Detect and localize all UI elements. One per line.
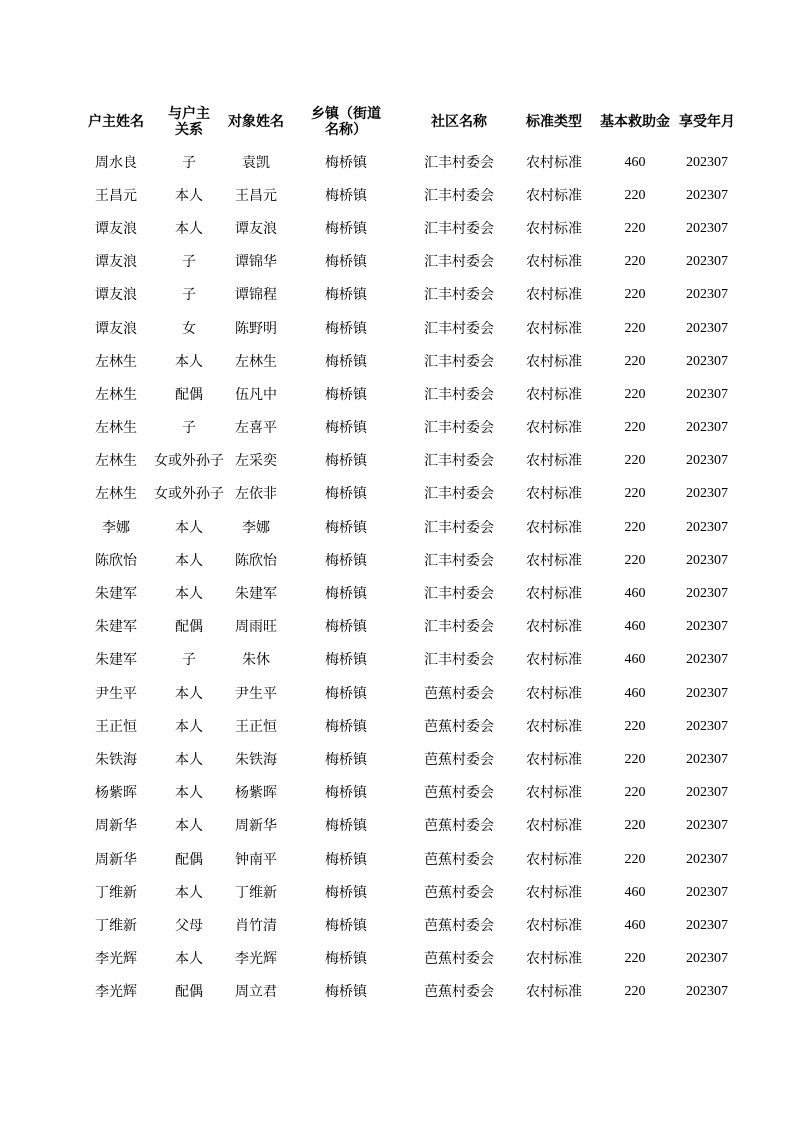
relationship-cell: 子 [182,652,196,669]
relationship-cell: 本人 [175,785,203,802]
standard-type-cell: 农村标准 [526,951,582,968]
table-row [78,279,738,312]
relationship-cell: 本人 [175,220,203,237]
standard-type-cell: 农村标准 [526,586,582,603]
standard-type-cell: 农村标准 [526,652,582,669]
header-township: 乡镇（街道名称） [311,106,381,138]
benefit-month-cell: 202307 [686,785,728,801]
standard-type-cell: 农村标准 [526,685,582,702]
community-cell: 汇丰村委会 [424,552,494,569]
standard-type-cell: 农村标准 [526,917,582,934]
basic-allowance-cell: 220 [624,254,646,270]
township-cell: 梅桥镇 [325,951,367,968]
relationship-cell: 本人 [175,718,203,735]
relationship-cell: 子 [182,154,196,171]
household-head-cell: 朱建军 [95,652,137,669]
community-cell: 芭蕉村委会 [424,851,494,868]
household-head-cell: 李光辉 [95,984,137,1001]
benefit-month-cell: 202307 [686,718,728,734]
recipient-name-cell: 周新华 [235,818,277,835]
recipient-name-cell: 左依非 [235,486,277,503]
community-cell: 汇丰村委会 [424,154,494,171]
relationship-cell: 父母 [175,917,203,934]
relationship-cell: 子 [182,254,196,271]
benefit-month-cell: 202307 [686,287,728,303]
recipient-name-cell: 左林生 [235,353,277,370]
township-cell: 梅桥镇 [325,320,367,337]
recipient-name-cell: 王昌元 [235,187,277,204]
basic-allowance-cell: 220 [624,353,646,369]
standard-type-cell: 农村标准 [526,818,582,835]
table-row [78,378,738,411]
household-head-cell: 左林生 [95,453,137,470]
basic-allowance-cell: 220 [624,951,646,967]
table-row [78,743,738,776]
benefit-month-cell: 202307 [686,619,728,635]
relationship-cell: 配偶 [175,619,203,636]
assistance-roster-table [78,98,738,1009]
basic-allowance-cell: 220 [624,984,646,1000]
standard-type-cell: 农村标准 [526,851,582,868]
basic-allowance-cell: 220 [624,220,646,236]
standard-type-cell: 农村标准 [526,453,582,470]
table-row [78,445,738,478]
relationship-cell: 本人 [175,818,203,835]
basic-allowance-cell: 220 [624,453,646,469]
community-cell: 芭蕉村委会 [424,917,494,934]
benefit-month-cell: 202307 [686,353,728,369]
basic-allowance-cell: 460 [624,652,646,668]
standard-type-cell: 农村标准 [526,254,582,271]
township-cell: 梅桥镇 [325,254,367,271]
benefit-month-cell: 202307 [686,320,728,336]
community-cell: 芭蕉村委会 [424,751,494,768]
table-row [78,810,738,843]
community-cell: 汇丰村委会 [424,220,494,237]
township-cell: 梅桥镇 [325,386,367,403]
basic-allowance-cell: 460 [624,917,646,933]
relationship-cell: 本人 [175,586,203,603]
community-cell: 汇丰村委会 [424,320,494,337]
recipient-name-cell: 陈欣怡 [235,552,277,569]
standard-type-cell: 农村标准 [526,519,582,536]
standard-type-cell: 农村标准 [526,287,582,304]
household-head-cell: 左林生 [95,353,137,370]
community-cell: 汇丰村委会 [424,287,494,304]
household-head-cell: 尹生平 [95,685,137,702]
standard-type-cell: 农村标准 [526,984,582,1001]
township-cell: 梅桥镇 [325,851,367,868]
township-cell: 梅桥镇 [325,917,367,934]
household-head-cell: 杨紫晖 [95,785,137,802]
recipient-name-cell: 朱铁海 [235,751,277,768]
household-head-cell: 左林生 [95,386,137,403]
benefit-month-cell: 202307 [686,519,728,535]
township-cell: 梅桥镇 [325,586,367,603]
header-benefit-month: 享受年月 [679,114,735,130]
township-cell: 梅桥镇 [325,519,367,536]
header-standard-type: 标准类型 [526,114,582,130]
standard-type-cell: 农村标准 [526,220,582,237]
benefit-month-cell: 202307 [686,917,728,933]
household-head-cell: 周水良 [95,154,137,171]
basic-allowance-cell: 460 [624,884,646,900]
standard-type-cell: 农村标准 [526,751,582,768]
basic-allowance-cell: 220 [624,519,646,535]
table-row [78,644,738,677]
household-head-cell: 左林生 [95,486,137,503]
community-cell: 芭蕉村委会 [424,884,494,901]
recipient-name-cell: 杨紫晖 [235,785,277,802]
township-cell: 梅桥镇 [325,818,367,835]
standard-type-cell: 农村标准 [526,884,582,901]
table-row [78,511,738,544]
community-cell: 芭蕉村委会 [424,818,494,835]
township-cell: 梅桥镇 [325,453,367,470]
household-head-cell: 谭友浪 [95,220,137,237]
recipient-name-cell: 肖竹清 [235,917,277,934]
table-row [78,246,738,279]
relationship-cell: 子 [182,287,196,304]
township-cell: 梅桥镇 [325,718,367,735]
header-household-head: 户主姓名 [88,114,144,130]
header-relationship: 与户主关系 [168,106,210,138]
header-community: 社区名称 [431,114,487,130]
recipient-name-cell: 左喜平 [235,420,277,437]
table-body [78,146,738,1009]
household-head-cell: 丁维新 [95,917,137,934]
household-head-cell: 李光辉 [95,951,137,968]
basic-allowance-cell: 460 [624,685,646,701]
benefit-month-cell: 202307 [686,154,728,170]
benefit-month-cell: 202307 [686,751,728,767]
township-cell: 梅桥镇 [325,187,367,204]
table-row [78,710,738,743]
table-row [78,943,738,976]
township-cell: 梅桥镇 [325,287,367,304]
benefit-month-cell: 202307 [686,951,728,967]
recipient-name-cell: 陈野明 [235,320,277,337]
recipient-name-cell: 李娜 [242,519,270,536]
township-cell: 梅桥镇 [325,984,367,1001]
community-cell: 芭蕉村委会 [424,785,494,802]
household-head-cell: 周新华 [95,818,137,835]
recipient-name-cell: 袁凯 [242,154,270,171]
benefit-month-cell: 202307 [686,453,728,469]
basic-allowance-cell: 220 [624,552,646,568]
recipient-name-cell: 谭锦华 [235,254,277,271]
table-row [78,611,738,644]
table-row [78,677,738,710]
relationship-cell: 本人 [175,685,203,702]
community-cell: 汇丰村委会 [424,453,494,470]
table-row [78,777,738,810]
recipient-name-cell: 伍凡中 [235,386,277,403]
township-cell: 梅桥镇 [325,154,367,171]
table-row [78,312,738,345]
benefit-month-cell: 202307 [686,586,728,602]
relationship-cell: 本人 [175,884,203,901]
relationship-cell: 本人 [175,187,203,204]
basic-allowance-cell: 220 [624,287,646,303]
header-row [78,98,738,146]
recipient-name-cell: 周雨旺 [235,619,277,636]
benefit-month-cell: 202307 [686,884,728,900]
community-cell: 汇丰村委会 [424,486,494,503]
township-cell: 梅桥镇 [325,884,367,901]
benefit-month-cell: 202307 [686,851,728,867]
household-head-cell: 谭友浪 [95,254,137,271]
recipient-name-cell: 尹生平 [235,685,277,702]
recipient-name-cell: 左采奕 [235,453,277,470]
household-head-cell: 朱建军 [95,619,137,636]
community-cell: 汇丰村委会 [424,386,494,403]
community-cell: 芭蕉村委会 [424,951,494,968]
household-head-cell: 丁维新 [95,884,137,901]
community-cell: 汇丰村委会 [424,652,494,669]
household-head-cell: 周新华 [95,851,137,868]
standard-type-cell: 农村标准 [526,552,582,569]
household-head-cell: 谭友浪 [95,320,137,337]
household-head-cell: 李娜 [102,519,130,536]
table-row [78,976,738,1009]
benefit-month-cell: 202307 [686,486,728,502]
township-cell: 梅桥镇 [325,785,367,802]
household-head-cell: 左林生 [95,420,137,437]
table-row [78,577,738,610]
recipient-name-cell: 周立君 [235,984,277,1001]
header-recipient-name: 对象姓名 [228,114,284,130]
relationship-cell: 子 [182,420,196,437]
recipient-name-cell: 钟南平 [235,851,277,868]
table-row [78,544,738,577]
community-cell: 汇丰村委会 [424,254,494,271]
standard-type-cell: 农村标准 [526,420,582,437]
community-cell: 汇丰村委会 [424,586,494,603]
table-row [78,146,738,179]
benefit-month-cell: 202307 [686,187,728,203]
relationship-cell: 配偶 [175,984,203,1001]
benefit-month-cell: 202307 [686,984,728,1000]
basic-allowance-cell: 220 [624,187,646,203]
basic-allowance-cell: 220 [624,851,646,867]
recipient-name-cell: 丁维新 [235,884,277,901]
table-row [78,412,738,445]
township-cell: 梅桥镇 [325,220,367,237]
community-cell: 汇丰村委会 [424,619,494,636]
table-row [78,179,738,212]
benefit-month-cell: 202307 [686,685,728,701]
township-cell: 梅桥镇 [325,652,367,669]
basic-allowance-cell: 220 [624,420,646,436]
household-head-cell: 朱建军 [95,586,137,603]
standard-type-cell: 农村标准 [526,320,582,337]
relationship-cell: 本人 [175,353,203,370]
household-head-cell: 王正恒 [95,718,137,735]
relationship-cell: 女或外孙子 [154,486,224,503]
relationship-cell: 本人 [175,751,203,768]
recipient-name-cell: 谭友浪 [235,220,277,237]
basic-allowance-cell: 460 [624,619,646,635]
community-cell: 汇丰村委会 [424,420,494,437]
relationship-cell: 本人 [175,519,203,536]
table-row [78,212,738,245]
township-cell: 梅桥镇 [325,552,367,569]
standard-type-cell: 农村标准 [526,187,582,204]
township-cell: 梅桥镇 [325,486,367,503]
basic-allowance-cell: 220 [624,486,646,502]
relationship-cell: 配偶 [175,386,203,403]
standard-type-cell: 农村标准 [526,718,582,735]
standard-type-cell: 农村标准 [526,154,582,171]
standard-type-cell: 农村标准 [526,353,582,370]
table-row [78,876,738,909]
household-head-cell: 陈欣怡 [95,552,137,569]
township-cell: 梅桥镇 [325,751,367,768]
township-cell: 梅桥镇 [325,619,367,636]
table-row [78,478,738,511]
benefit-month-cell: 202307 [686,818,728,834]
township-cell: 梅桥镇 [325,420,367,437]
basic-allowance-cell: 220 [624,386,646,402]
basic-allowance-cell: 220 [624,785,646,801]
basic-allowance-cell: 220 [624,718,646,734]
standard-type-cell: 农村标准 [526,386,582,403]
basic-allowance-cell: 220 [624,751,646,767]
relationship-cell: 女或外孙子 [154,453,224,470]
table-row [78,345,738,378]
relationship-cell: 配偶 [175,851,203,868]
benefit-month-cell: 202307 [686,552,728,568]
community-cell: 汇丰村委会 [424,187,494,204]
community-cell: 汇丰村委会 [424,353,494,370]
relationship-cell: 本人 [175,552,203,569]
relationship-cell: 本人 [175,951,203,968]
basic-allowance-cell: 460 [624,154,646,170]
recipient-name-cell: 朱休 [242,652,270,669]
table-row [78,909,738,942]
standard-type-cell: 农村标准 [526,785,582,802]
community-cell: 汇丰村委会 [424,519,494,536]
basic-allowance-cell: 220 [624,320,646,336]
standard-type-cell: 农村标准 [526,486,582,503]
township-cell: 梅桥镇 [325,685,367,702]
household-head-cell: 朱铁海 [95,751,137,768]
basic-allowance-cell: 460 [624,586,646,602]
benefit-month-cell: 202307 [686,652,728,668]
household-head-cell: 谭友浪 [95,287,137,304]
table-row [78,843,738,876]
community-cell: 芭蕉村委会 [424,685,494,702]
recipient-name-cell: 李光辉 [235,951,277,968]
recipient-name-cell: 朱建军 [235,586,277,603]
township-cell: 梅桥镇 [325,353,367,370]
community-cell: 芭蕉村委会 [424,984,494,1001]
benefit-month-cell: 202307 [686,386,728,402]
relationship-cell: 女 [182,320,196,337]
basic-allowance-cell: 220 [624,818,646,834]
header-basic-allowance: 基本救助金 [600,114,670,130]
benefit-month-cell: 202307 [686,220,728,236]
recipient-name-cell: 谭锦程 [235,287,277,304]
household-head-cell: 王昌元 [95,187,137,204]
standard-type-cell: 农村标准 [526,619,582,636]
benefit-month-cell: 202307 [686,420,728,436]
recipient-name-cell: 王正恒 [235,718,277,735]
benefit-month-cell: 202307 [686,254,728,270]
community-cell: 芭蕉村委会 [424,718,494,735]
